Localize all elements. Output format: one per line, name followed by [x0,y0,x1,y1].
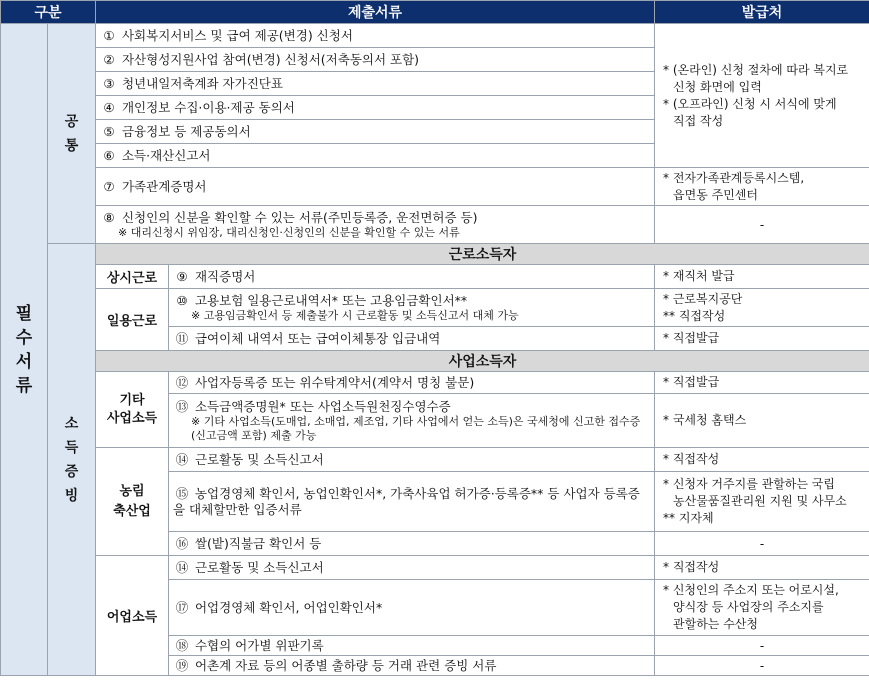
document-item: ⑩ 고용보험 일용근로내역서* 또는 고용임금확인서** ※ 고용임금확인서 등 제출불가 시 근로활동 및 소득신고서 대체 가능 [169,289,655,327]
table-row [1,556,869,580]
document-item: ⑯ 쌀(밭)직불금 확인서 등 [169,532,655,556]
document-item: ⑲ 어촌계 자료 등의 어종별 출하량 등 거래 관련 증빙 서류 [169,656,655,676]
subcategory-other-business: 기타 사업소득 [96,372,169,448]
issuer-cell: * 직접작성 [655,556,869,580]
common-category-char: 통 [64,137,79,154]
income-category-cell [48,244,96,676]
issuer-cell: - [655,656,869,676]
main-category-char: 류 [15,375,33,396]
main-category-cell [1,24,48,676]
document-item: ② 자산형성지원사업 참여(변경) 신청서(저축동의서 포함) [96,48,655,72]
issuer-cell: * 근로복지공단 ** 직접작성 [655,289,869,327]
issuer-cell: * 재직처 발급 [655,265,869,289]
issuer-cell: * 직접발급 [655,327,869,351]
document-item: ⑭ 근로활동 및 소득신고서 [169,556,655,580]
document-item: ⑨ 재직증명서 [169,265,655,289]
table-header-row [1,1,869,24]
document-item: ⑱ 수협의 어가별 위판기록 [169,636,655,656]
table-row [1,448,869,472]
subcategory-fishery: 어업소득 [96,556,169,676]
subcategory-daily: 일용근로 [96,289,169,351]
income-category-char: 소 [64,415,79,432]
issuer-cell: * 국세청 홈택스 [655,394,869,448]
document-item: ⑪ 급여이체 내역서 또는 급여이체통장 입금내역 [169,327,655,351]
issuer-cell: * 직접작성 [655,448,869,472]
section-business-income: 사업소득자 [96,351,869,372]
document-item: ⑮ 농업경영체 확인서, 농업인확인서*, 가축사육업 허가증·등록증** 등 사업자 등록증을 대체할만한 입증서류 [169,472,655,532]
issuer-cell: * 직접발급 [655,372,869,394]
document-item: ⑦ 가족관계증명서 [96,168,655,206]
header-issuer: 발급처 [655,1,869,24]
issuer-cell: * 전자가족관계등록시스템, 읍면동 주민센터 [655,168,869,206]
issuer-cell: - [655,532,869,556]
issuer-cell: * 신청자 거주지를 관할하는 국립 농산물품질관리원 지원 및 사무소 ** 지자체 [655,472,869,532]
header-documents: 제출서류 [96,1,655,24]
section-row [1,351,869,372]
document-item: ⑫ 사업자등록증 또는 위수탁계약서(계약서 명칭 불문) [169,372,655,394]
issuer-cell: * 신청인의 주소지 또는 어로시설, 양식장 등 사업장의 주소지를 관할하는 수산청 [655,580,869,636]
subcategory-farming: 농림 축산업 [96,448,169,556]
document-item: ⑭ 근로활동 및 소득신고서 [169,448,655,472]
section-earned-income: 근로소득자 [96,244,869,265]
issuer-cell: - [655,206,869,244]
table-row [1,265,869,289]
table-row [1,206,869,244]
document-item: ⑤ 금융정보 등 제공동의서 [96,120,655,144]
document-item: ⑰ 어업경영체 확인서, 어업인확인서* [169,580,655,636]
main-category-char: 필 [15,303,33,324]
issuer-online-offline: * (온라인) 신청 절차에 따라 복지로 신청 화면에 입력 * (오프라인) 신청 시 서식에 맞게 직접 작성 [655,24,869,168]
header-category: 구분 [1,1,96,24]
document-item: ⑧ 신청인의 신분을 확인할 수 있는 서류(주민등록증, 운전면허증 등) ※ 대리신청시 위임장, 대리신청인·신청인의 신분을 확인할 수 있는 서류 [96,206,655,244]
income-category-char: 증 [64,463,79,480]
table-row [1,24,869,48]
issuer-cell: - [655,636,869,656]
income-category-char: 득 [64,439,79,456]
document-item: ③ 청년내일저축계좌 자가진단표 [96,72,655,96]
subcategory-regular: 상시근로 [96,265,169,289]
document-item: ④ 개인정보 수집·이용·제공 동의서 [96,96,655,120]
document-item: ⑬ 소득금액증명원* 또는 사업소득원천징수영수증 ※ 기타 사업소득(도매업, 소매업, 제조업, 기타 사업에서 얻는 소득)은 국세청에 신고한 접수증(신고금액 포함) 제출 가능 [169,394,655,448]
table-row [1,372,869,394]
document-item: ① 사회복지서비스 및 급여 제공(변경) 신청서 [96,24,655,48]
common-category-char: 공 [64,113,79,130]
common-category-cell [48,24,96,244]
main-category-char: 수 [15,327,33,348]
income-category-char: 빙 [64,487,79,504]
section-row [1,244,869,265]
table-row [1,168,869,206]
main-category-char: 서 [15,351,33,372]
table-row [1,289,869,327]
document-item: ⑥ 소득·재산신고서 [96,144,655,168]
